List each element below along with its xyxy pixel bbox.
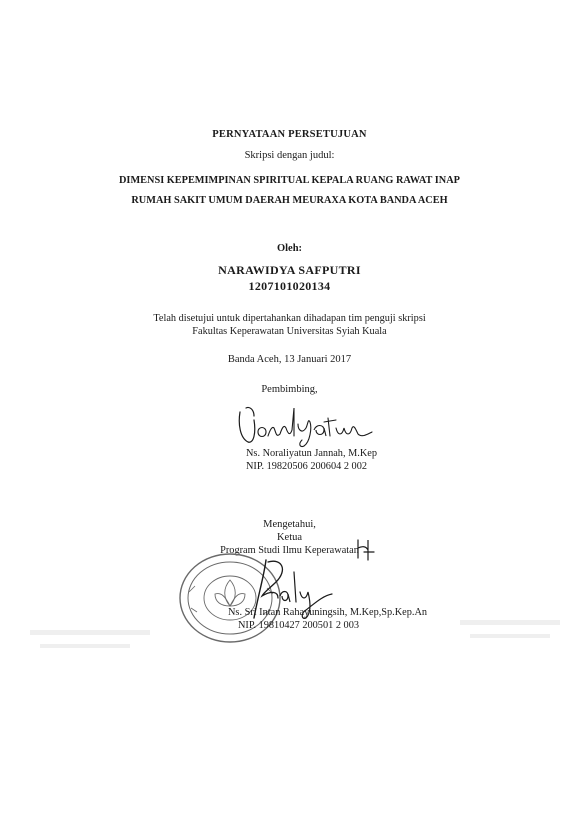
supervisor-label: Pembimbing, — [261, 384, 318, 395]
supervisor-nip: NIP. 19820506 200604 2 002 — [246, 461, 367, 472]
thesis-title-line-2: RUMAH SAKIT UMUM DAERAH MEURAXA KOTA BANDA ACEH — [131, 195, 448, 206]
author-name: NARAWIDYA SAFPUTRI — [218, 263, 361, 277]
supervisor-signature — [232, 398, 382, 453]
document-subtitle: Skripsi dengan judul: — [244, 150, 335, 161]
supervisor-name: Ns. Noraliyatun Jannah, M.Kep — [246, 448, 377, 459]
place-date: Banda Aceh, 13 Januari 2017 — [227, 354, 352, 365]
acknowledged-label: Mengetahui, — [263, 519, 316, 530]
by-label: Oleh: — [276, 243, 303, 254]
document-title: PERNYATAAN PERSETUJUAN — [212, 129, 367, 140]
author-nim: 1207101020134 — [248, 279, 331, 293]
head-nip: NIP. 19810427 200501 2 003 — [238, 620, 359, 631]
scan-bleed-through — [0, 600, 579, 670]
approval-line-1: Telah disetujui untuk dipertahankan dihadapan tim penguji skripsi — [153, 313, 426, 324]
program-name: Program Studi Ilmu Keperawatan — [220, 545, 359, 556]
thesis-title-line-1: DIMENSI KEPEMIMPINAN SPIRITUAL KEPALA RUANG RAWAT INAP — [119, 175, 460, 186]
head-name: Ns. Sri Intan Rahayuningsih, M.Kep,Sp.Kep.An — [228, 607, 428, 618]
head-label: Ketua — [276, 532, 303, 543]
approval-line-2: Fakultas Keperawatan Universitas Syiah Kuala — [192, 326, 387, 337]
initial-mark — [354, 536, 376, 562]
